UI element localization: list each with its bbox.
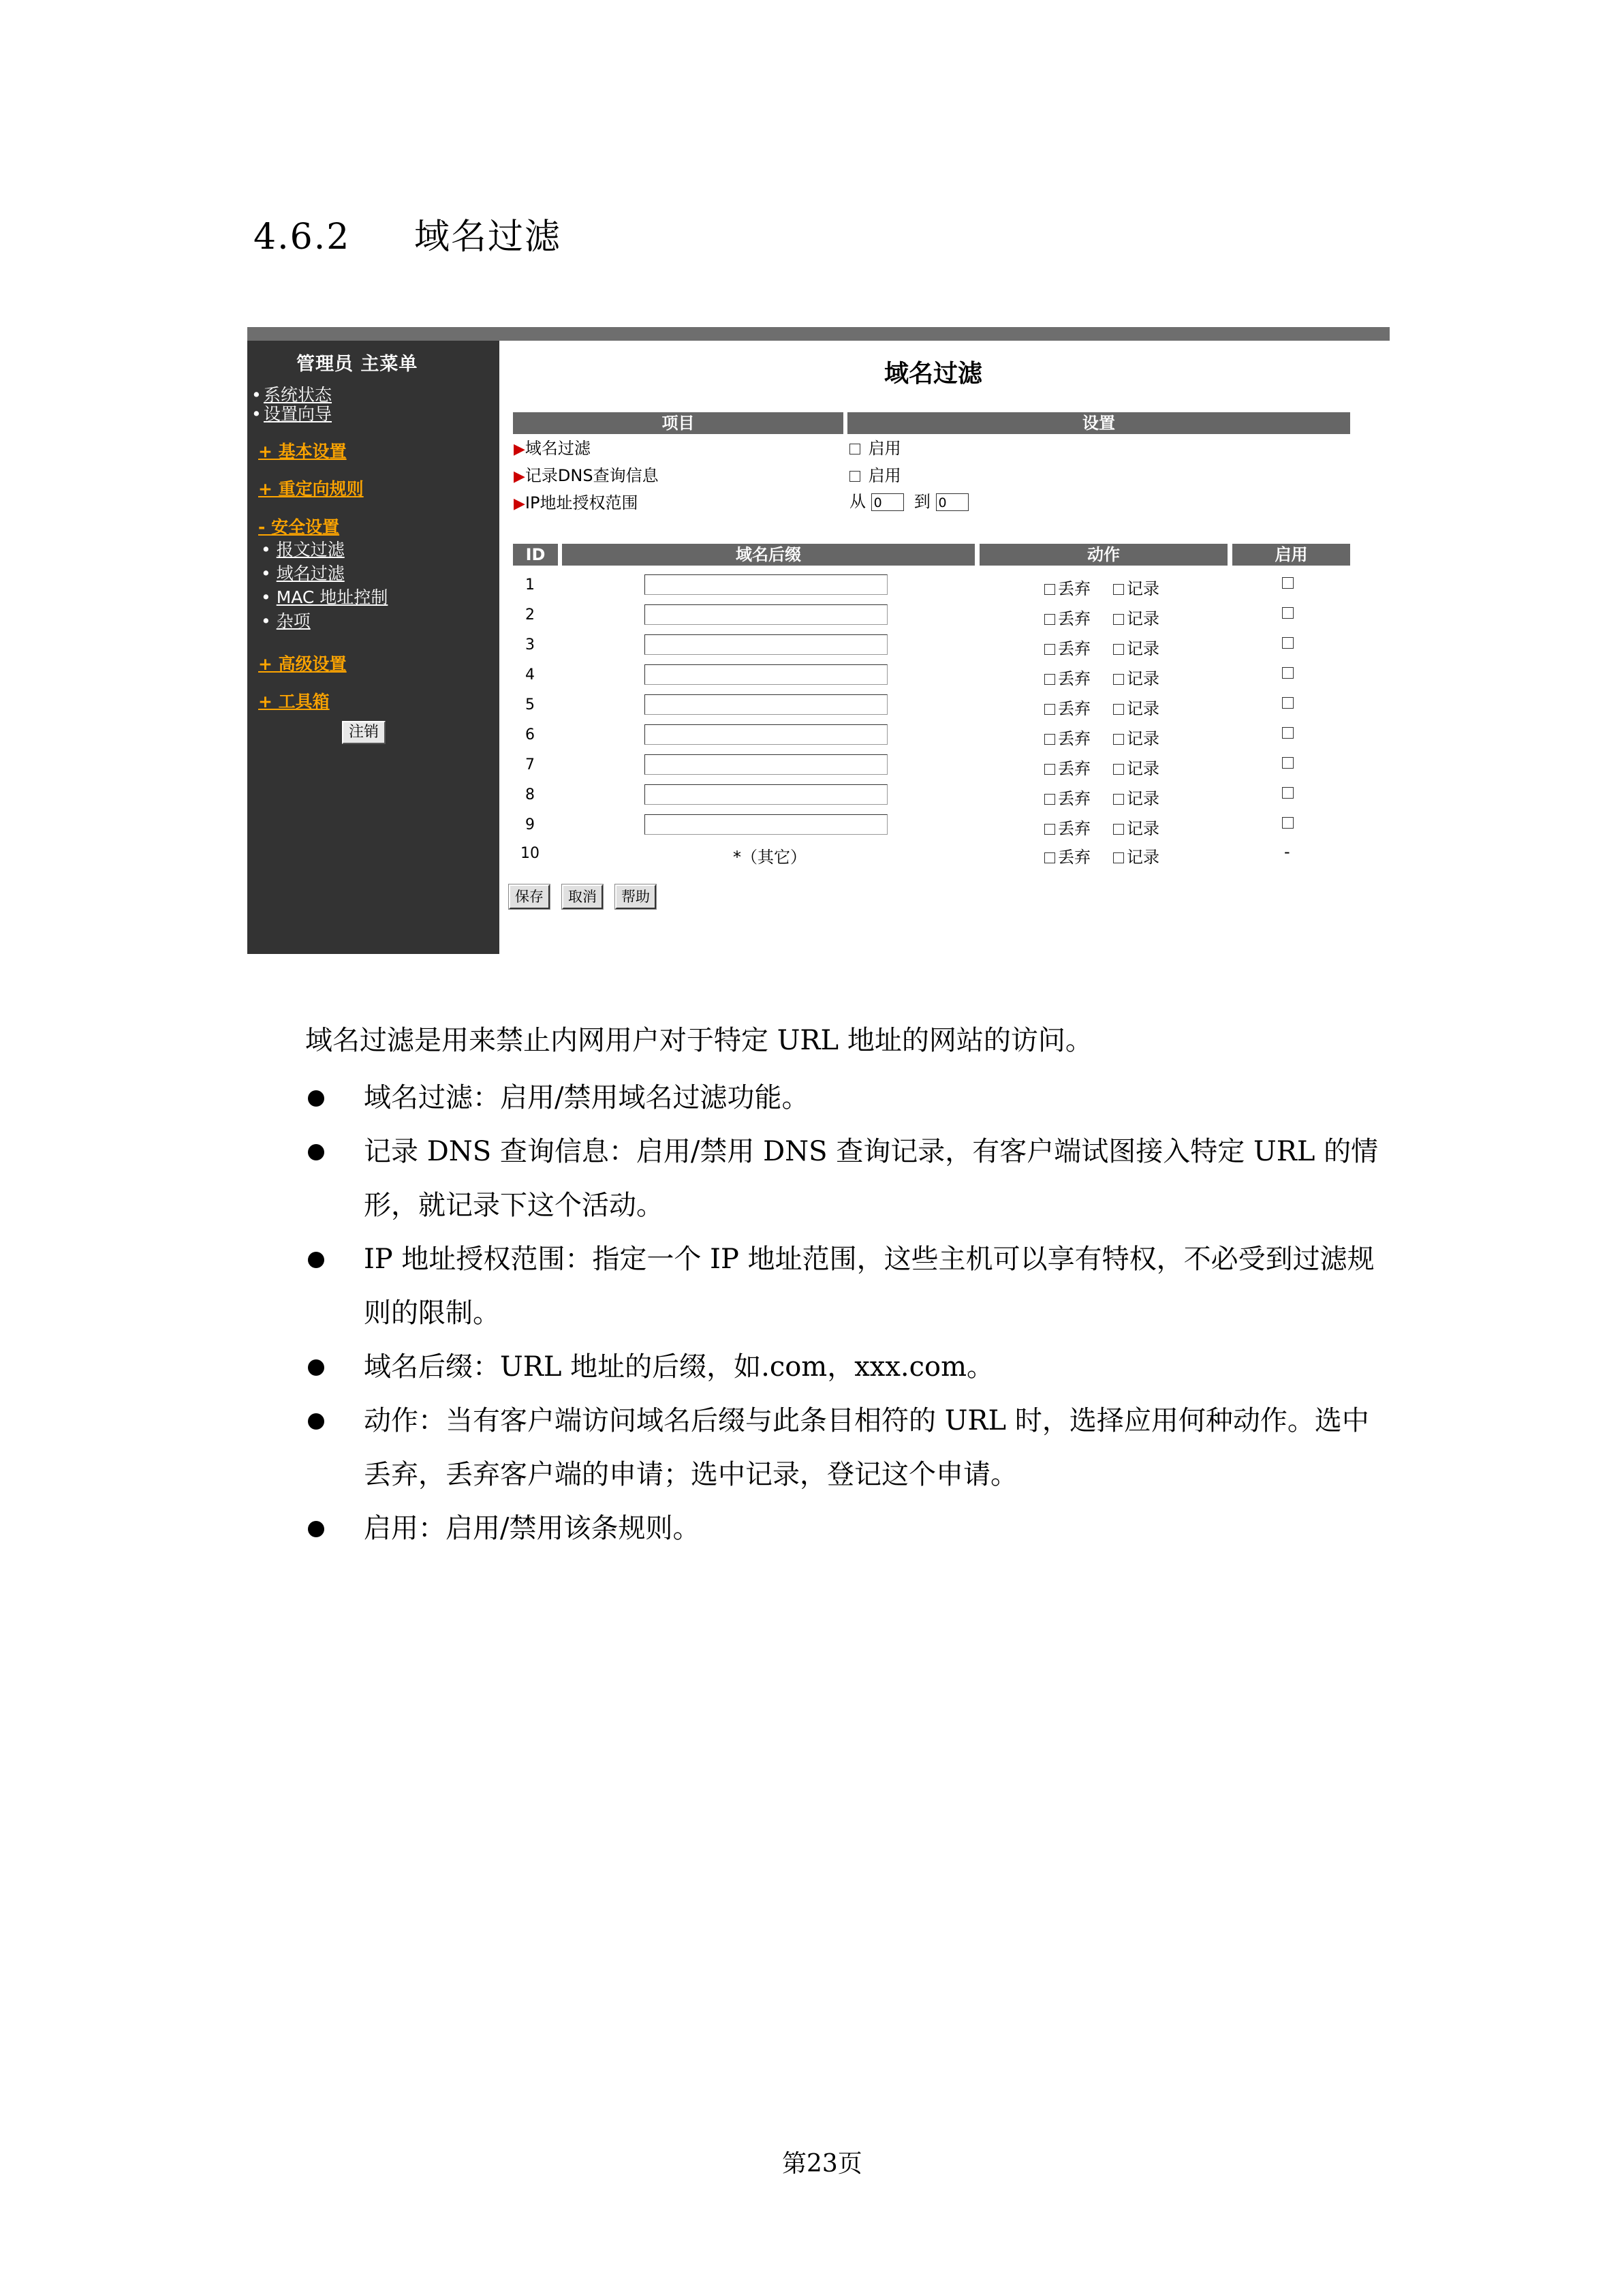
sidebar-subitem-misc[interactable]: • 杂项 — [261, 611, 311, 631]
domain-suffix-input[interactable] — [644, 604, 888, 625]
action-drop-option[interactable]: 丢弃 — [1044, 725, 1091, 749]
row-id: 9 — [525, 816, 535, 833]
row-enable-checkbox[interactable] — [1282, 757, 1294, 769]
action-log-option[interactable]: 记录 — [1113, 635, 1159, 659]
intro-paragraph: 域名过滤是用来禁止内网用户对于特定 URL 地址的网站的访问。 — [305, 1025, 1093, 1056]
drop-checkbox[interactable] — [1044, 704, 1055, 715]
action-drop-option[interactable]: 丢弃 — [1044, 695, 1091, 719]
log-checkbox[interactable] — [1113, 764, 1124, 775]
section-heading — [253, 208, 561, 259]
drop-checkbox[interactable] — [1044, 764, 1055, 775]
sidebar-item-advanced-settings[interactable]: + 高级设置 — [258, 654, 347, 674]
table-row — [247, 691, 1159, 721]
grid-header-id: ID — [513, 544, 558, 566]
dns-log-enable-checkbox[interactable] — [849, 471, 860, 482]
log-checkbox[interactable] — [1113, 794, 1124, 805]
action-log-option[interactable]: 记录 — [1113, 605, 1159, 629]
grid-header-action: 动作 — [980, 544, 1228, 566]
action-drop-option[interactable]: 丢弃 — [1044, 755, 1091, 779]
section-number: 4.6.2 — [253, 217, 351, 258]
table-row — [247, 661, 1159, 691]
row-suffix-text: *（其它） — [733, 848, 807, 867]
drop-checkbox[interactable] — [1044, 794, 1055, 805]
domain-suffix-input[interactable] — [644, 814, 888, 835]
drop-checkbox[interactable] — [1044, 824, 1055, 835]
domain-suffix-input[interactable] — [644, 664, 888, 685]
ip-range-from-input[interactable]: 0 — [871, 493, 904, 511]
bullet-item: 域名后缀：URL 地址的后缀，如.com，xxx.com。 — [305, 1340, 1395, 1394]
bullet-item: 动作：当有客户端访问域名后缀与此条目相符的 URL 时，选择应用何种动作。选中丢弃，丢弃客户端的申请；选中记录，登记这个申请。 — [305, 1394, 1395, 1502]
table-row — [247, 571, 1159, 601]
row-id: 5 — [525, 696, 535, 713]
row-id: 7 — [525, 756, 535, 773]
domain-suffix-input[interactable] — [644, 574, 888, 595]
logout-button[interactable]: 注销 — [342, 721, 386, 744]
action-log-option[interactable]: 记录 — [1113, 785, 1159, 809]
grid-header-suffix: 域名后缀 — [562, 544, 975, 566]
drop-checkbox[interactable] — [1044, 674, 1055, 685]
setting-domain-filter-control[interactable]: 启用 — [849, 435, 901, 459]
bullet-item: IP 地址授权范围：指定一个 IP 地址范围，这些主机可以享有特权，不必受到过滤规则的限制。 — [305, 1233, 1395, 1340]
page-title: 域名过滤 — [884, 360, 983, 388]
action-log-option[interactable]: 记录 — [1113, 755, 1159, 779]
table-row — [247, 781, 1159, 811]
log-checkbox[interactable] — [1113, 614, 1124, 625]
help-button[interactable]: 帮助 — [615, 884, 656, 909]
row-id: 3 — [525, 636, 535, 653]
action-log-option[interactable]: 记录 — [1113, 815, 1159, 839]
action-log-option[interactable]: 记录 — [1113, 725, 1159, 749]
row-id: 1 — [525, 576, 535, 594]
row-enable-checkbox[interactable] — [1282, 607, 1294, 619]
drop-checkbox[interactable] — [1044, 614, 1055, 625]
row-enable-checkbox[interactable] — [1282, 637, 1294, 649]
domain-suffix-input[interactable] — [644, 634, 888, 655]
log-checkbox[interactable] — [1113, 824, 1124, 835]
log-checkbox[interactable] — [1113, 734, 1124, 745]
action-drop-option[interactable]: 丢弃 — [1044, 575, 1091, 599]
drop-checkbox[interactable] — [1044, 734, 1055, 745]
bullet-item: 启用：启用/禁用该条规则。 — [305, 1502, 1395, 1556]
row-id: 6 — [525, 726, 535, 743]
action-drop-option[interactable]: 丢弃 — [1044, 605, 1091, 629]
row-enable-na: - — [1284, 842, 1290, 861]
save-button[interactable]: 保存 — [509, 884, 550, 909]
setting-ip-range-control: 从 0 到 0 — [849, 488, 969, 512]
action-drop-option[interactable]: 丢弃 — [1044, 844, 1091, 867]
sidebar-link-setup-wizard[interactable]: • 设置向导 — [251, 404, 332, 424]
ip-range-to-input[interactable]: 0 — [936, 493, 969, 511]
log-checkbox[interactable] — [1113, 644, 1124, 655]
sidebar-link-system-status[interactable]: • 系统状态 — [251, 385, 332, 405]
action-log-option[interactable]: 记录 — [1113, 844, 1159, 867]
drop-checkbox[interactable] — [1044, 584, 1055, 595]
action-drop-option[interactable]: 丢弃 — [1044, 635, 1091, 659]
domain-suffix-input[interactable] — [644, 694, 888, 715]
sidebar-title: 管理员 主菜单 — [296, 354, 418, 375]
row-enable-checkbox[interactable] — [1282, 577, 1294, 589]
action-drop-option[interactable]: 丢弃 — [1044, 815, 1091, 839]
settings-header-item: 项目 — [513, 412, 843, 434]
drop-checkbox[interactable] — [1044, 644, 1055, 655]
table-row — [247, 631, 1159, 661]
log-checkbox[interactable] — [1113, 584, 1124, 595]
drop-checkbox[interactable] — [1044, 852, 1055, 863]
settings-header-setting: 设置 — [847, 412, 1350, 434]
setting-ip-range-label: ▶IP地址授权范围 — [514, 493, 638, 512]
row-enable-checkbox[interactable] — [1282, 787, 1294, 799]
action-drop-option[interactable]: 丢弃 — [1044, 665, 1091, 689]
log-checkbox[interactable] — [1113, 674, 1124, 685]
cancel-button[interactable]: 取消 — [562, 884, 603, 909]
table-row — [247, 751, 1159, 781]
log-checkbox[interactable] — [1113, 852, 1124, 863]
setting-dns-log-control[interactable]: 启用 — [849, 462, 901, 486]
top-bar — [247, 327, 1390, 341]
table-row — [247, 721, 1159, 751]
row-enable-checkbox[interactable] — [1282, 667, 1294, 679]
grid-header-enable: 启用 — [1232, 544, 1350, 566]
sidebar-subitem-domain-filter[interactable]: • 域名过滤 — [261, 564, 345, 583]
action-log-option[interactable]: 记录 — [1113, 575, 1159, 599]
feature-bullet-list — [305, 1071, 1395, 1556]
domain-suffix-input[interactable] — [644, 754, 888, 775]
row-id: 4 — [525, 666, 535, 683]
row-enable-checkbox[interactable] — [1282, 817, 1294, 829]
setting-domain-filter-label: ▶域名过滤 — [514, 439, 591, 458]
domain-suffix-input[interactable] — [644, 724, 888, 745]
bullet-item: 域名过滤：启用/禁用域名过滤功能。 — [305, 1071, 1395, 1125]
sidebar-item-security-settings[interactable]: - 安全设置 — [258, 517, 340, 537]
page-number: 第23页 — [782, 2150, 862, 2178]
domain-filter-enable-checkbox[interactable] — [849, 444, 860, 455]
table-row — [247, 601, 1159, 631]
row-id: 10 — [520, 845, 540, 862]
router-ui-screenshot — [247, 327, 1390, 954]
row-id: 8 — [525, 786, 535, 803]
sidebar-item-toolbox[interactable]: + 工具箱 — [258, 692, 330, 711]
action-log-option[interactable]: 记录 — [1113, 695, 1159, 719]
sidebar-subitem-mac-control[interactable]: • MAC 地址控制 — [261, 587, 388, 607]
row-enable-checkbox[interactable] — [1282, 727, 1294, 739]
row-enable-checkbox[interactable] — [1282, 697, 1294, 709]
sidebar-subitem-packet-filter[interactable]: • 报文过滤 — [261, 540, 345, 559]
table-row — [247, 811, 1159, 841]
log-checkbox[interactable] — [1113, 704, 1124, 715]
row-id: 2 — [525, 606, 535, 623]
setting-dns-log-label: ▶记录DNS查询信息 — [514, 466, 659, 485]
table-row — [247, 840, 1290, 869]
section-title: 域名过滤 — [414, 217, 562, 258]
action-drop-option[interactable]: 丢弃 — [1044, 785, 1091, 809]
bullet-item: 记录 DNS 查询信息：启用/禁用 DNS 查询记录，有客户端试图接入特定 URL 的情形，就记录下这个活动。 — [305, 1125, 1395, 1233]
sidebar-item-basic-settings[interactable]: + 基本设置 — [258, 442, 347, 461]
sidebar-item-redirect-rules[interactable]: + 重定向规则 — [258, 479, 364, 499]
action-log-option[interactable]: 记录 — [1113, 665, 1159, 689]
domain-suffix-input[interactable] — [644, 784, 888, 805]
